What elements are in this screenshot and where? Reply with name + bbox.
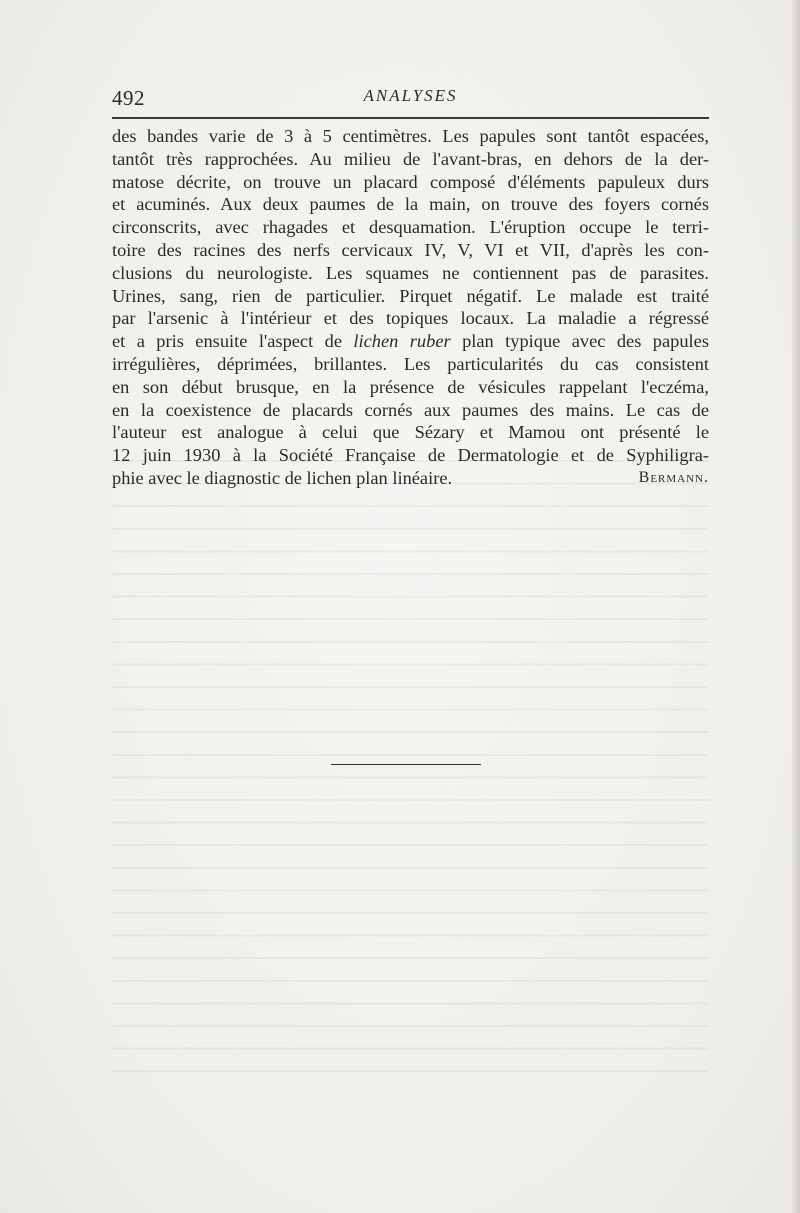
text-line: toire des racines des nerfs cervicaux IV, V, VI et VII, d'après les con- [112, 239, 709, 260]
header-rule [112, 117, 709, 119]
section-end-rule [331, 764, 481, 765]
italic-term: lichen ruber [353, 331, 451, 352]
text-line: clusions du neurologiste. Les squames ne contiennent pas de parasites. [112, 262, 709, 283]
text-line: tantôt très rapprochées. Au milieu de l'avant-bras, en dehors de la der- [112, 148, 709, 169]
text-line: et acuminés. Aux deux paumes de la main, on trouve des foyers cornés [112, 194, 709, 215]
body-paragraph [112, 125, 709, 490]
text-line: phie avec le diagnostic de lichen plan linéaire. [112, 467, 453, 488]
page-number: 492 [112, 86, 145, 110]
text-line: des bandes varie de 3 à 5 centimètres. Les papules sont tantôt espacées, [112, 126, 709, 146]
text-fragment: et a pris ensuite l'aspect de [112, 331, 354, 352]
author-signature: Bermann. [638, 469, 709, 486]
page-header [112, 86, 709, 116]
text-line: en son début brusque, en la présence de vésicules rappelant l'eczéma, [112, 376, 709, 397]
text-line: Urines, sang, rien de particulier. Pirquet négatif. Le malade est traité [112, 285, 709, 306]
text-line: circonscrits, avec rhagades et desquamation. L'éruption occupe le terri- [112, 217, 709, 238]
text-line: irrégulières, déprimées, brillantes. Les particularités du cas consistent [112, 353, 709, 374]
text-line [112, 330, 709, 353]
show-through-texture [112, 448, 709, 1088]
text-line: l'auteur est analogue à celui que Sézary et Mamou ont présenté le [112, 422, 709, 443]
text-line: 12 juin 1930 à la Société Française de Dermatologie et de Syphiligra- [112, 445, 709, 466]
running-head: ANALYSES [363, 86, 458, 105]
text-line: par l'arsenic à l'intérieur et des topiques locaux. La maladie a régressé [112, 308, 709, 329]
text-line: matose décrite, on trouve un placard composé d'éléments papuleux durs [112, 171, 709, 192]
text-fragment: plan typique avec des papules [450, 331, 709, 352]
text-line: en la coexistence de placards cornés aux paumes des mains. Le cas de [112, 399, 709, 420]
page-edge [792, 0, 800, 1213]
